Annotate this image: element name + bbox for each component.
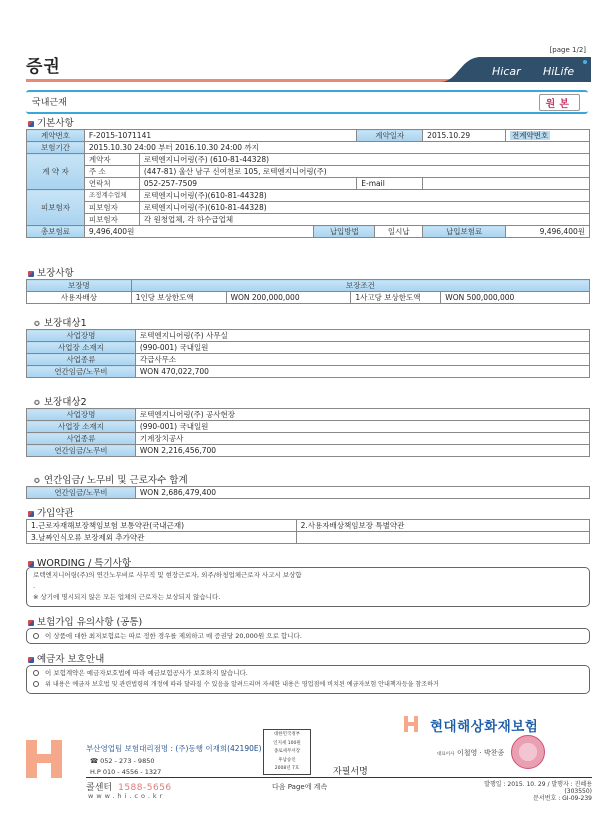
period-label: 보험기간 (27, 142, 85, 154)
issue-info: 발행일 : 2015. 10. 29 / 발행자 : 진혜용(303550) (484, 781, 592, 795)
term-item: 1.근로자재해보장책임보험 보통약관(국내근재) (27, 520, 297, 532)
section-total-wage (34, 472, 188, 486)
ceo-names: 이철영 · 박찬종 (457, 749, 505, 757)
target-row-label: 연간임금/노무비 (27, 366, 136, 378)
target-row-value: 각급사무소 (135, 354, 589, 366)
section-title: 보장사항 (37, 268, 74, 279)
section-target-2 (34, 394, 87, 408)
company-seal-icon (511, 735, 545, 769)
insured-row-value: 로텍엔지니어링(주)(610-81-44328) (139, 190, 589, 202)
total-premium-label: 총보험료 (27, 226, 85, 238)
document-number: 문서번호 : GI-09-239 (533, 795, 592, 802)
bullet-dot-icon (33, 633, 39, 639)
depositor-item (33, 668, 583, 679)
section-bullet-icon (28, 657, 34, 663)
coverage-cond-header: 보장조건 (131, 280, 589, 292)
section-title: 보험가입 유의사항 (공통) (37, 617, 143, 628)
product-banner (26, 90, 588, 114)
target-row-value: WON 2,216,456,700 (135, 445, 589, 457)
insurer-name: 현대해상화재보험 (430, 719, 539, 735)
agent-mobile: H.P 010 - 4556 - 1327 (90, 768, 162, 776)
agent-phone: ☎ 052 - 273 - 9850 (90, 757, 155, 765)
section-bullet-icon (28, 121, 34, 127)
call-center-number: 1588-5656 (118, 783, 172, 793)
address: (447-81) 울산 남구 신여천로 105, 로텍엔지니어링(주) (139, 166, 589, 178)
hyundai-h-logo-icon (26, 740, 62, 778)
section-coverage (28, 265, 74, 279)
section-terms (28, 505, 74, 519)
call-center-label: 콜센터 (86, 783, 113, 793)
target-row-value: 기계장치공사 (135, 433, 589, 445)
notice-item (33, 631, 583, 642)
term-item: 3.날짜인식오류 보장제외 추가약관 (27, 532, 297, 544)
wording-line: 로텍엔지니어링(주)의 연간노무비로 사무직 및 현장근로자, 외주/하청업체근로자 사고시 보상함 (33, 571, 302, 579)
page-indicator: [page 1/2] (549, 46, 586, 54)
contact: 052-257-7509 (139, 178, 356, 190)
prev-contract-cell (506, 130, 590, 142)
section-title: 보장대상2 (43, 397, 87, 408)
brand-hicar: Hicar (492, 65, 521, 78)
section-bullet-icon (28, 561, 34, 567)
insured-row-label: 피보험자 (84, 214, 139, 226)
section-notice (28, 614, 142, 628)
total-wage-label: 연간임금/노무비 (27, 487, 136, 499)
section-title: 예금자 보호안내 (37, 654, 105, 665)
stamp-line: 후납승인 (278, 757, 296, 763)
depositor-box (26, 665, 590, 694)
target-row-value: 로텍엔지니어링(주) 사무실 (135, 330, 589, 342)
next-page-note: 다음 Page에 계속 (272, 783, 328, 791)
per-accident-limit: WON 500,000,000 (441, 292, 590, 304)
wording-line: . (33, 582, 36, 590)
section-title: 보장대상1 (43, 318, 87, 329)
stamp-line: 2008년 7호 (274, 766, 300, 771)
target-row-label: 사업종류 (27, 354, 136, 366)
section-bullet-icon (28, 620, 34, 626)
wording-box (26, 567, 590, 607)
coverage-table (26, 279, 590, 304)
insured-row-value: 로텍엔지니어링(주)(610-81-44328) (139, 202, 589, 214)
section-basic (28, 115, 74, 129)
email (423, 178, 590, 190)
target-row-value: (990-001) 국내일원 (135, 342, 589, 354)
section-target-1 (34, 315, 87, 329)
depositor-text: 위 내용은 예금자 보호법 및 관련법령의 개정에 따라 달라질 수 있음을 알려드리며 자세한 내용은 영업점에 비치된 예금자보험 안내책자등을 참조하거 (45, 681, 439, 688)
section-bullet-icon (28, 271, 34, 277)
holder-name-label: 계약자 (84, 154, 139, 166)
section-title: WORDING / 특기사항 (37, 558, 132, 569)
insured-row-value: 각 원청업체, 각 하수급업체 (139, 214, 589, 226)
term-item: 2.사용자배상책임보장 특별약관 (296, 520, 589, 532)
basic-info-table (26, 129, 590, 238)
address-label: 주 소 (84, 166, 139, 178)
paid-premium-label: 납입보험료 (423, 226, 506, 238)
email-label: E-mail (357, 178, 423, 190)
notice-text: 이 상품에 대한 최저보험료는 따로 정한 경우를 제외하고 매 증권당 20,000원 으로 합니다. (45, 632, 302, 640)
wording-line: ※ 상기에 명시되지 않은 모든 업체의 근로자는 보상되지 않습니다. (33, 593, 221, 601)
target-row-label: 사업장 소재지 (27, 342, 136, 354)
agent-name: 부산영업팀 보험대리점명 : (주)동행 이재희(42190E) (86, 744, 262, 753)
section-depositor (28, 651, 104, 665)
target-row-label: 사업장 소재지 (27, 421, 136, 433)
section-title: 기본사항 (37, 118, 74, 129)
coverage-name: 사용자배상 (27, 292, 132, 304)
contract-no: F-2015-1071141 (84, 130, 356, 142)
revenue-stamp (263, 729, 311, 775)
payment-method: 일시납 (375, 226, 423, 238)
section-title: 가입약관 (37, 508, 74, 519)
coverage-name-header: 보장명 (27, 280, 132, 292)
payment-method-label: 납입방법 (314, 226, 375, 238)
per-person-label: 1인당 보상한도액 (131, 292, 226, 304)
stamp-line: 대한민국정부 (273, 732, 301, 737)
insured-label: 피보험자 (27, 190, 85, 226)
contract-date: 2015.10.29 (423, 130, 506, 142)
target-row-value: 로텍엔지니어링(주) 공사현장 (135, 409, 589, 421)
footer-divider (86, 777, 592, 778)
circle-bullet-icon: ✪ (34, 476, 40, 485)
circle-bullet-icon: ✪ (34, 398, 40, 407)
target-row-label: 사업장명 (27, 409, 136, 421)
term-item-empty (296, 532, 589, 544)
target-row-value: (990-001) 국내일원 (135, 421, 589, 433)
prev-contract-label: 전계약번호 (512, 131, 549, 140)
target-row-label: 연간임금/노무비 (27, 445, 136, 457)
depositor-text: 이 보험계약은 예금자보호법에 따라 예금보험공사가 보호하지 않습니다. (45, 669, 248, 677)
bullet-dot-icon (33, 670, 39, 676)
ceo-label: 대표이사 (437, 752, 455, 757)
terms-table (26, 519, 590, 544)
per-person-limit: WON 200,000,000 (226, 292, 351, 304)
product-name: 국내근재 (32, 98, 67, 108)
contact-label: 연락처 (84, 178, 139, 190)
target-row-value: WON 470,022,700 (135, 366, 589, 378)
period: 2015.10.30 24:00 부터 2016.10.30 24:00 까지 (84, 142, 589, 154)
depositor-item (33, 679, 583, 690)
contract-date-label: 계약일자 (357, 130, 423, 142)
section-bullet-icon (28, 511, 34, 517)
holder-name: 로텍엔지니어링(주) (610-81-44328) (139, 154, 589, 166)
total-wage-table (26, 486, 590, 499)
insured-row-label: 피보험자 (84, 202, 139, 214)
per-accident-label: 1사고당 보상한도액 (351, 292, 441, 304)
paid-premium: 9,496,400원 (506, 226, 590, 238)
brand-hilife: HiLife (543, 65, 575, 78)
notice-box (26, 628, 590, 644)
target-1-table (26, 329, 590, 378)
contract-no-label: 계약번호 (27, 130, 85, 142)
insured-row-label: 조정계수업체 (84, 190, 139, 202)
target-row-label: 사업종류 (27, 433, 136, 445)
signature-label: 자필서명 (333, 767, 368, 777)
target-row-label: 사업장명 (27, 330, 136, 342)
stamp-line: 인지세 100원 (273, 740, 301, 746)
brand-logo-tab (440, 56, 591, 82)
website: www.hi.co.kr (88, 792, 166, 800)
target-2-table (26, 408, 590, 457)
section-title: 연간임금/ 노무비 및 근로자수 합계 (43, 475, 188, 486)
total-premium: 9,496,400원 (84, 226, 313, 238)
original-badge: 원본 (539, 94, 580, 111)
stamp-line: 종로세무서장 (273, 749, 301, 754)
total-wage-value: WON 2,686,479,400 (135, 487, 589, 499)
holder-label: 계 약 자 (27, 154, 85, 190)
circle-bullet-icon: ✪ (34, 319, 40, 328)
document-title: 증권 (26, 57, 61, 77)
insurer-h-logo-icon (404, 716, 418, 732)
bullet-dot-icon (33, 681, 39, 687)
